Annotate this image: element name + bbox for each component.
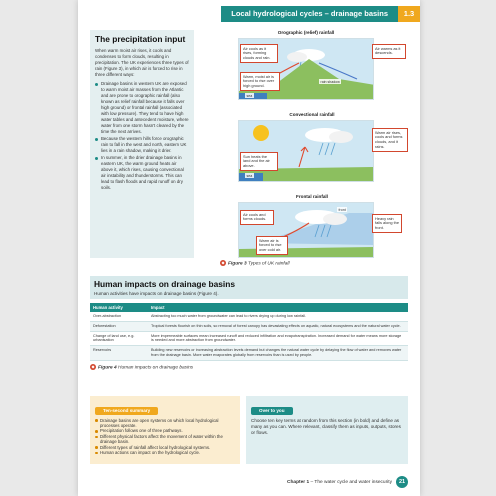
human-impacts-table (90, 303, 408, 361)
precipitation-bullet: In summer, in the drier drainage basins in eastern UK, the warm ground heats air above it, which rises, causing convectional air instability and thunderstorms. This can lead to flash floods and rapid runoff on dry soils. (95, 155, 189, 191)
summary-item: Different physical factors affect the movement of water within the drainage basin. (95, 434, 235, 445)
human-impacts-subtitle: Human activities have impacts on drainage basins (Figure 4). (94, 291, 219, 296)
frontal-callout-cools: Air cools and forms clouds. (240, 210, 274, 225)
figure-link-icon: ◆ (221, 260, 225, 265)
frontal-callout-heavy-rain: Heavy rain falls along the front. (372, 214, 402, 233)
orographic-callout-forced: Warm, moist air is forced to rise over high ground. (240, 72, 280, 91)
figure-4-caption (90, 364, 408, 370)
footer-chapter-title: – The water cycle and water insecurity (310, 479, 392, 485)
sea-label: sea (246, 93, 253, 98)
orographic-callout-descends: Air warms as it descends. (372, 44, 406, 59)
over-to-you-heading: Over to you (251, 407, 293, 415)
precipitation-bullet: Because the western hills force orographic rain to fall in the west and north, eastern UK lies in a rain shadow, making it drier. (95, 136, 189, 154)
convectional-title: Convectional rainfall (289, 112, 335, 117)
ten-second-summary-box (90, 396, 240, 464)
banner-number: 1.3 (398, 6, 420, 22)
summary-heading: Ten-second summary (95, 407, 158, 415)
human-impacts-header (90, 276, 408, 299)
precipitation-bullets (95, 81, 189, 191)
figure-3-label: Figure 3 (228, 261, 247, 267)
summary-item: Drainage basins are open systems on which local hydrological processes operate. (95, 418, 235, 429)
footer-chapter-label: Chapter 1 (287, 479, 310, 485)
summary-item: Precipitation follows one of three pathways. (95, 428, 235, 433)
table-row (90, 321, 408, 331)
figure-link-icon: ◆ (91, 363, 95, 369)
precipitation-text-panel (90, 30, 194, 258)
impact-cell: Abstracting too much water from groundwater can lead to rivers drying up during low rainfall. (148, 312, 408, 321)
human-impacts-heading: Human impacts on drainage basins (94, 279, 236, 289)
convectional-diagram (238, 120, 374, 182)
impact-cell: Building new reservoirs or increasing abstraction levels demand but changes the natural water cycle by delaying the flow of water and removes water from the drainage basin. More water evaporates globally from reservoirs than is used by people. (148, 346, 408, 361)
activity-cell: Deforestation (90, 321, 148, 331)
convectional-callout-rises: Warm air rises, cools and forms clouds, and it rains. (372, 128, 408, 152)
impact-cell: More impermeable surfaces mean increased runoff and reduced infiltration and evapotranspiration. Increased demand for water means more storage is needed and more abstraction from groundwater. (148, 331, 408, 346)
figure-4-label: Figure 4 (98, 365, 117, 371)
convectional-callout-heats: Sun heats the land and the air above. (240, 152, 278, 171)
precipitation-heading: The precipitation input (95, 34, 186, 44)
page-number: 21 (396, 476, 408, 488)
section-banner (221, 6, 420, 22)
frontal-title: Frontal rainfall (296, 194, 328, 199)
summary-item: Human actions can impact on the hydrological cycle. (95, 450, 235, 455)
precipitation-intro: When warm moist air rises, it cools and condenses to form clouds, resulting in precipitation. The UK experiences three types of rain (Figure 3), in which air is forced to rise in three different ways: (95, 48, 189, 77)
table-row (90, 346, 408, 361)
frontal-callout-warm-air: Warm air is forced to rise over cold air. (256, 236, 288, 255)
figure-3-caption (220, 260, 290, 266)
activity-cell: Change of land use, e.g. urbanisation (90, 331, 148, 346)
banner-title: Local hydrological cycles – drainage basins (221, 6, 398, 22)
textbook-page (78, 0, 420, 496)
impact-cell: Tropical forests flourish on thin soils, so removal of forest canopy has devastating effects on aquatic, natural ecosystems and the natural water cycle. (148, 321, 408, 331)
orographic-callout-cooling: Air cools as it rises, forming clouds and rain. (240, 44, 278, 63)
activity-cell: Reservoirs (90, 346, 148, 361)
front-label: front (338, 207, 346, 212)
orographic-title: Orographic (relief) rainfall (277, 30, 335, 35)
summary-item: Different types of rainfall affect local hydrological systems. (95, 445, 235, 450)
summary-list (95, 418, 235, 456)
precipitation-section (90, 30, 410, 270)
over-to-you-text: Choose ten key terms at random from this section (in bold) and define as many as you can. Where relevant, classify them as inputs, outputs, stores or flows. (251, 417, 401, 435)
table-row (90, 312, 408, 321)
column-header-impact: Impact (148, 303, 408, 312)
rain-shadow-label: rain shadow (320, 79, 340, 84)
page-footer (287, 476, 408, 488)
column-header-activity: Human activity (90, 303, 148, 312)
over-to-you-box (246, 396, 408, 464)
summary-section (90, 396, 408, 464)
figure-3-text: Types of UK rainfall (248, 261, 290, 267)
footer-chapter (287, 480, 392, 485)
table-row (90, 331, 408, 346)
precipitation-bullet: Drainage basins in western UK are exposed to warm moist air masses from the Atlantic and are prone to orographic rainfall (also known as relief rainfall because it falls over high ground) or frontal rainfall (associated with low pressure). They tend to have high water tables and antecedent moisture, where water from one storm hasn't cleared by the time the next arrives. (95, 81, 189, 135)
human-impacts-section (90, 276, 408, 386)
figure-3-rainfall-diagrams (200, 30, 410, 270)
figure-4-text: Human impacts on drainage basins (118, 365, 194, 371)
sea-label: sea (246, 173, 253, 178)
activity-cell: Over-abstraction (90, 312, 148, 321)
